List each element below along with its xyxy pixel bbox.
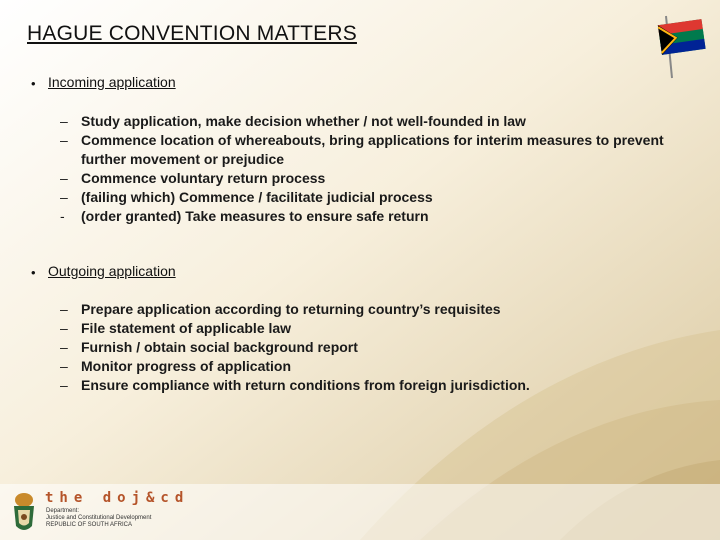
list-item: – Furnish / obtain social background report — [60, 339, 358, 355]
list-item: – (failing which) Commence / facilitate judicial process — [60, 189, 433, 205]
section-heading-incoming: Incoming application — [48, 74, 176, 90]
section-heading-outgoing: Outgoing application — [48, 263, 176, 279]
south-africa-flag-icon — [652, 14, 708, 80]
list-item: – Commence voluntary return process — [60, 170, 326, 186]
incoming-items-list — [60, 112, 700, 226]
list-item: - (order granted) Take measures to ensure safe return — [60, 208, 429, 224]
bullet-icon: • — [31, 76, 36, 91]
footer-department: Department: Justice and Constitutional Development REPUBLIC OF SOUTH AFRICA — [46, 508, 152, 528]
footer-brand: the doj&cd — [45, 490, 190, 506]
list-item: – Ensure compliance with return conditions from foreign jurisdiction. — [60, 377, 530, 393]
list-item: – File statement of applicable law — [60, 320, 292, 336]
list-item: – Commence location of whereabouts, bring applications for interim measures to prevent further movement or prejudice — [60, 132, 664, 167]
list-item: – Monitor progress of application — [60, 358, 292, 374]
coat-of-arms-icon — [8, 490, 40, 536]
page-title: HAGUE CONVENTION MATTERS — [27, 22, 357, 45]
list-item: – Prepare application according to returning country’s requisites — [60, 301, 501, 317]
outgoing-items-list — [60, 300, 700, 395]
bullet-icon: • — [31, 265, 36, 280]
list-item: – Study application, make decision whether / not well-founded in law — [60, 113, 526, 129]
